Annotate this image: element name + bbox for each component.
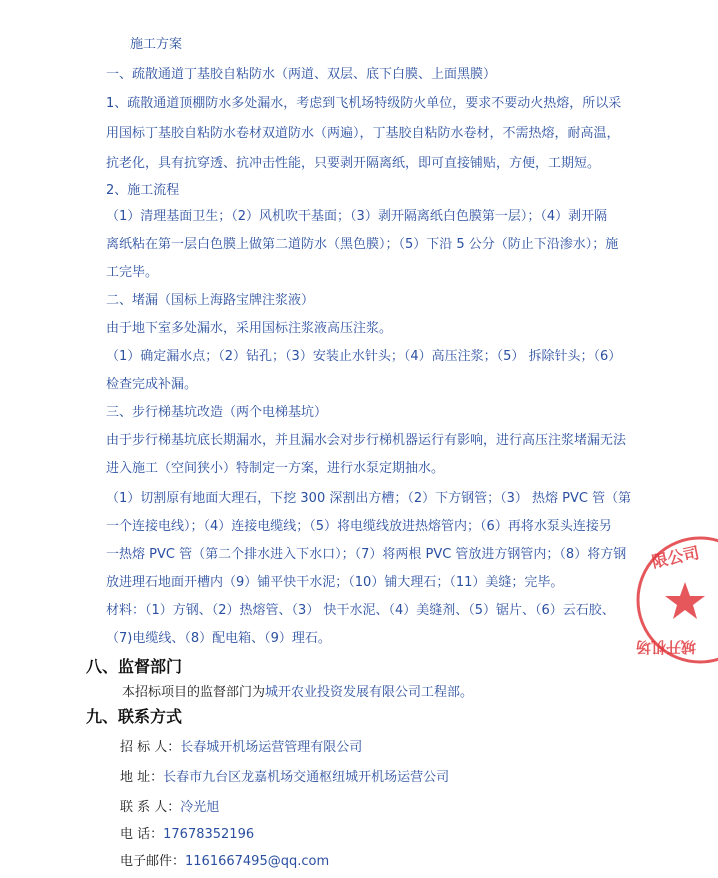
company-seal xyxy=(630,530,718,670)
plan-title: 施工方案 xyxy=(130,37,183,52)
paragraph-line: 进入施工（空间狭小）特制定一方案，进行水泵定期抽水。 xyxy=(106,461,445,476)
contact-row xyxy=(120,797,219,817)
supervision-department: 城开农业投资发展有限公司工程部。 xyxy=(265,685,474,700)
seal-top-text: 限公司 xyxy=(650,542,702,572)
contact-label: 联 系 人： xyxy=(120,800,181,815)
heading-3: 二、堵漏（国标上海路宝牌注浆液） xyxy=(106,293,315,308)
section-heading-supervision: 八、监督部门 xyxy=(86,657,183,676)
paragraph-line: 检查完成补漏。 xyxy=(106,377,198,392)
paragraph-line: （1）确定漏水点；（2）钻孔；（3）安装止水针头；（4）高压注浆；（5） 拆除针头；（6） xyxy=(106,349,622,364)
paragraph-line: 抗老化，具有抗穿透、抗冲击性能，只要剥开隔离纸，即可直接铺贴，方便，工期短。 xyxy=(106,156,601,171)
contact-row xyxy=(120,851,329,871)
materials-line: （7)电缆线、（8）配电箱、（9）理石。 xyxy=(106,631,331,646)
seal-bottom-text: 城开机场 xyxy=(635,638,696,656)
seal-star-icon xyxy=(665,582,705,619)
contact-value: 冷光旭 xyxy=(180,800,220,815)
contact-value: 17678352196 xyxy=(163,827,255,842)
contact-label: 招 标 人： xyxy=(120,740,181,755)
contact-value: 长春市九台区龙嘉机场交通枢纽城开机场运营公司 xyxy=(163,770,450,785)
contact-row xyxy=(120,737,362,757)
contact-value: 1161667495@qq.com xyxy=(185,854,330,869)
contact-label: 电 话： xyxy=(120,827,164,842)
heading-1: 一、疏散通道丁基胶自粘防水（两道、双层、底下白膜、上面黑膜） xyxy=(106,67,497,82)
paragraph-line: 由于地下室多处漏水，采用国标注浆液高压注浆。 xyxy=(106,321,393,336)
paragraph-line: （1）切割原有地面大理石，下挖 300 深割出方槽；（2）下方钢管；（3） 热熔 PVC 管（第 xyxy=(106,491,632,506)
paragraph-line: 1、疏散通道顶棚防水多处漏水，考虑到飞机场特级防火单位，要求不要动火热熔，所以采 xyxy=(106,96,622,111)
paragraph-line: 用国标丁基胶自粘防水卷材双道防水（两遍），丁基胶自粘防水卷材，不需热熔，耐高温， xyxy=(106,126,620,141)
paragraph-line: 离纸粘在第一层白色膜上做第二道防水（黑色膜）；（5）下沿 5 公分（防止下沿渗水）；施 xyxy=(106,237,619,252)
supervision-text xyxy=(122,684,473,702)
contact-label: 地 址： xyxy=(120,770,164,785)
paragraph-line: 一热熔 PVC 管（第二个排水进入下水口）；（7）将两根 PVC 管放进方钢管内；（8）将方钢 xyxy=(106,547,627,562)
paragraph-line: 工完毕。 xyxy=(106,265,159,280)
contact-row xyxy=(120,767,449,787)
paragraph-line: 一个连接电线）；（4）连接电缆线；（5）将电缆线放进热熔管内；（6）再将水泵头连接另 xyxy=(106,519,612,534)
paragraph-line: 由于步行梯基坑底长期漏水，并且漏水会对步行梯机器运行有影响，进行高压注浆堵漏无法 xyxy=(106,433,627,448)
contact-row xyxy=(120,824,254,844)
paragraph-line: （1）清理基面卫生；（2）风机吹干基面；（3）剥开隔离纸白色膜第一层）；（4）剥开隔 xyxy=(106,209,608,224)
contact-value: 长春城开机场运营管理有限公司 xyxy=(180,740,363,755)
contact-label: 电子邮件： xyxy=(120,854,186,869)
paragraph-line: 放进理石地面开槽内（9）铺平快干水泥；（10）铺大理石；（11）美缝；完毕。 xyxy=(106,575,564,590)
materials-line: 材料：（1）方钢、（2）热熔管、（3） 快干水泥、（4）美缝剂、（5）锯片、（6）云石胶、 xyxy=(106,603,615,618)
heading-4: 三、步行梯基坑改造（两个电梯基坑） xyxy=(106,405,328,420)
supervision-prefix: 本招标项目的监督部门为 xyxy=(122,685,266,700)
heading-2: 2、施工流程 xyxy=(106,183,180,198)
section-heading-contact: 九、联系方式 xyxy=(86,707,183,726)
